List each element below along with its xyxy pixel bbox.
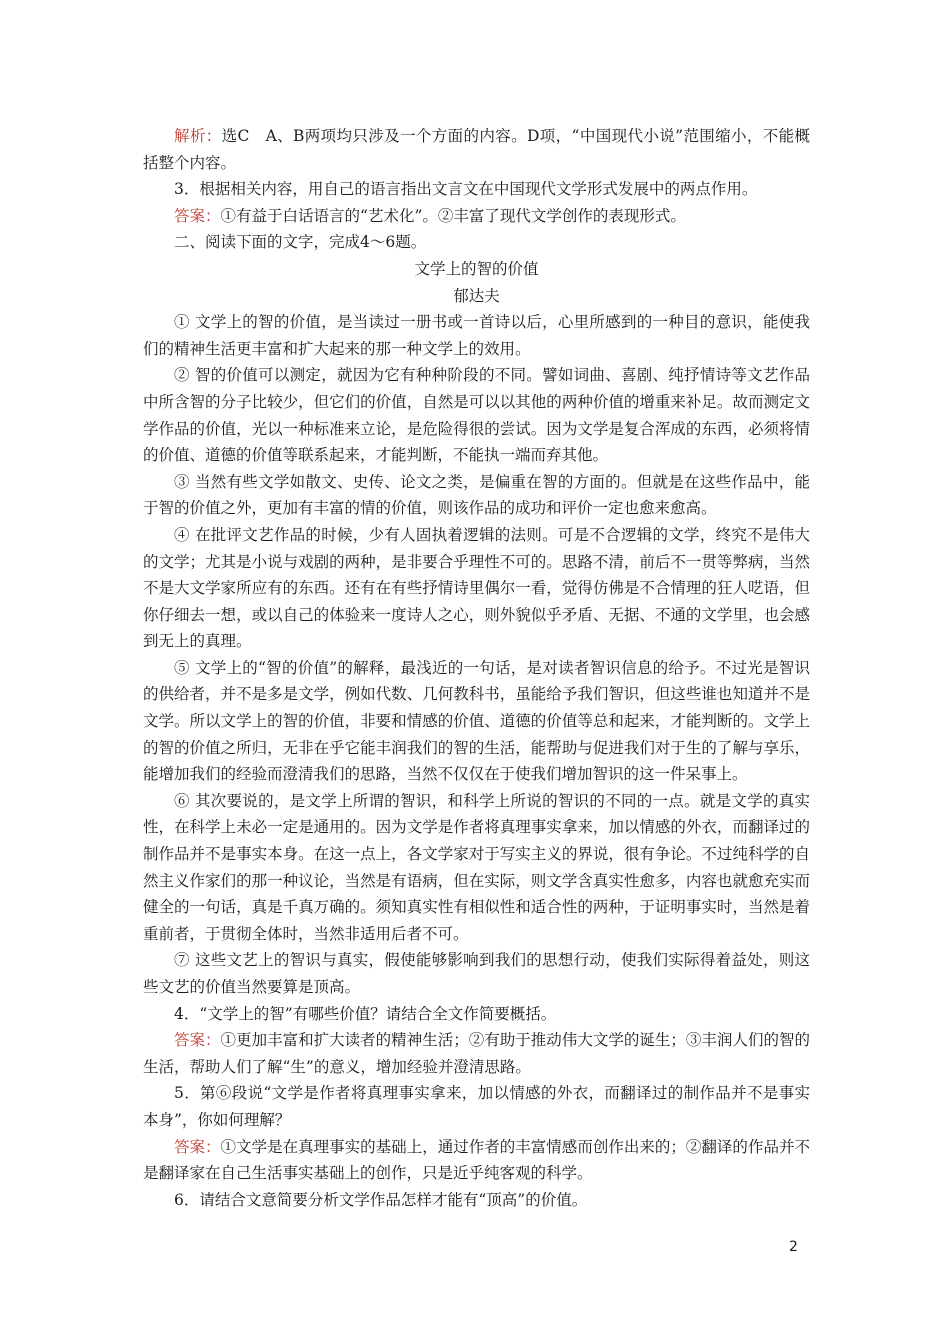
page-number: 2 xyxy=(789,1239,798,1255)
section-heading: 二、阅读下面的文字，完成4～6题。 xyxy=(174,233,427,252)
article-paragraph-2: ② 智的价值可以测定，就因为它有种种阶段的不同。譬如词曲、喜剧、纯抒情诗等文艺作品中所含智的分子比较少，但它们的价值，自然是可以以其他的两种价值的增重来补足。故而测定文学作品的价值，光以一种标准来立论，是危险得很的尝试。因为文学是复合浑成的东西，必须将情的价值、道德的价值等联系起来，才能判断，不能执一端而弃其他。 xyxy=(143,366,810,465)
article-paragraph-7: ⑦ 这些文艺上的智识与真实，假使能够影响到我们的思想行动，使我们实际得着益处，则这些文艺的价值当然要算是顶高。 xyxy=(143,951,810,996)
q3-answer xyxy=(143,203,810,230)
article-paragraph-5: ⑤ 文学上的“智的价值”的解释，最浅近的一句话，是对读者智识信息的给予。不过光是智识的供给者，并不是多是文学，例如代数、几何教科书，虽能给予我们智识，但这些谁也知道并不是文学。所以文学上的智的价值，非要和情感的价值、道德的价值等总和起来，才能判断的。文学上的智的价值之所归，无非在乎它能丰润我们的智的生活，能帮助与促进我们对于生的了解与享乐，能增加我们的经验而澄清我们的思路，当然不仅仅在于使我们增加智识的这一件呆事上。 xyxy=(143,658,810,784)
article-paragraph-4: ④ 在批评文艺作品的时候，少有人固执着逻辑的法则。可是不合逻辑的文学，终究不是伟大的文学；尤其是小说与戏剧的两种，是非要合乎理性不可的。思路不清，前后不一贯等弊病，当然不是大文学家所应有的东西。还有在有些抒情诗里偶尔一看，觉得仿佛是不合情理的狂人呓语，但你仔细去一想，或以自己的体验来一度诗人之心，则外貌似乎矛盾、无据、不通的文学里，也会感到无上的真理。 xyxy=(143,525,810,651)
article-paragraph-3: ③ 当然有些文学如散文、史传、论文之类，是偏重在智的方面的。但就是在这些作品中，能于智的价值之外，更加有丰富的情的价值，则该作品的成功和评价一定也愈来愈高。 xyxy=(143,472,810,518)
q5-question: 5．第⑥段说“文学是作者将真理事实拿来，加以情感的外衣，而翻译过的制作品并不是事实本身”，你如何理解？ xyxy=(143,1084,810,1129)
answer-label: 答案： xyxy=(174,206,221,225)
article-paragraph-6: ⑥ 其次要说的，是文学上所谓的智识，和科学上所说的智识的不同的一点。就是文学的真实性，在科学上未必一定是通用的。因为文学是作者将真理事实拿来，加以情感的外衣，而翻译过的制作品并不是事实本身。在这一点上，各文学家对于写实主义的界说，很有争论。不过纯科学的自然主义作家们的那一种议论，当然是有语病，但在实际，则文学含真实性愈多，内容也就愈充实而健全的一句话，真是千真万确的。须知真实性有相似性和适合性的两种，于证明事实时，当然是着重前者，于贯彻全体时，当然非适用后者不可。 xyxy=(143,791,810,943)
answer-label: 答案： xyxy=(174,1031,221,1050)
answer-label: 答案： xyxy=(174,1137,221,1156)
q3-question: 3．根据相关内容，用自己的语言指出文言文在中国现代文学形式发展中的两点作用。 xyxy=(174,180,758,199)
article-paragraph-1: ① 文学上的智的价值，是当读过一册书或一首诗以后，心里所感到的一种目的意识，能使我们的精神生活更丰富和扩大起来的那一种文学上的效用。 xyxy=(143,313,810,358)
analysis-text: 选C A、B两项均只涉及一个方面的内容。D项，“中国现代小说”范围缩小，不能概括整个内容。 xyxy=(143,127,810,172)
document-body xyxy=(143,123,810,1213)
analysis-label: 解析： xyxy=(174,127,222,145)
q4-answer xyxy=(143,1027,810,1080)
q6-question: 6．请结合文意简要分析文学作品怎样才能有“顶高”的价值。 xyxy=(174,1190,588,1209)
q4-question: 4．“文学上的智”有哪些价值？请结合全文作简要概括。 xyxy=(174,1004,557,1023)
answer-text: ①更加丰富和扩大读者的精神生活；②有助于推动伟大文学的诞生；③丰润人们的智的生活，帮助人们了解“生”的意义，增加经验并澄清思路。 xyxy=(143,1031,810,1076)
answer-text: ①有益于白话语言的“艺术化”。②丰富了现代文学创作的表现形式。 xyxy=(220,206,686,225)
article-author: 郁达夫 xyxy=(453,286,500,305)
article-title: 文学上的智的价值 xyxy=(414,259,539,278)
answer-text: ①文学是在真理事实的基础上，通过作者的丰富情感而创作出来的；②翻译的作品并不是翻译家在自己生活事实基础上的创作，只是近乎纯客观的科学。 xyxy=(143,1137,810,1183)
q5-answer xyxy=(143,1134,810,1187)
q2-analysis xyxy=(143,123,810,176)
